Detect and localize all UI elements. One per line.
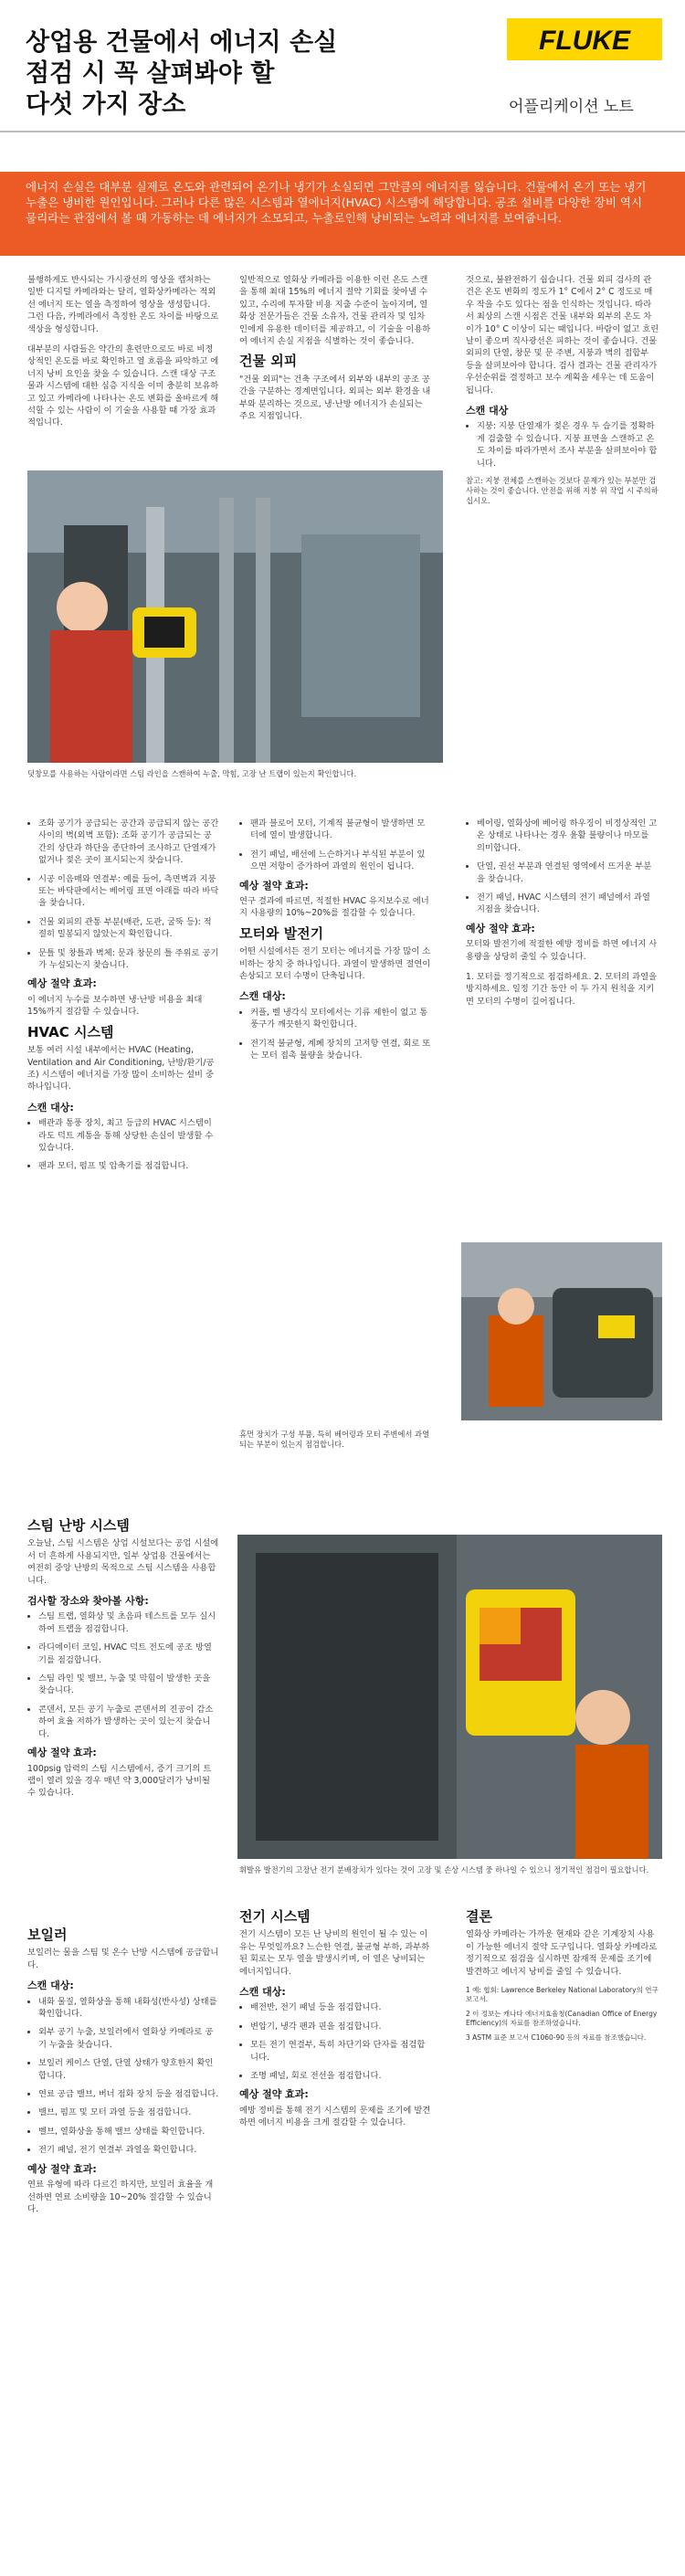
title-line: 상업용 건물에서 에너지 손실: [26, 28, 338, 57]
list-item: • 베어링, 열화상에 베어링 하우징이 비정상적인 고온 상태로 나타나는 경우 윤활 불량이나 마모를 의미합니다.: [477, 818, 659, 854]
sub-heading: 스캔 대상:: [27, 1980, 74, 1992]
list-item: • 시공 이음매와 연결부: 예를 들어, 측면벽과 지붕 또는 바닥판에서는 베어링 표면 아래를 따라 바닥을 찾습니다.: [38, 873, 219, 910]
intro-text: 에너지 손실은 대부분 실제로 온도와 관련되어 온기나 냉기가 소실되면 그만큼의 에너지를 잃습니다. 건물에서 온기 또는 냉기 누출은 냉비한 원인입니다. 그러나 다른 많은 시스템과 열에너지(HVAC) 시스템에 해당합니다. 공조 설비를 다양한 장비 역시 물리라는 관점에서 볼 때 가동하는 데 에너지가 소모되고, 누출로인해 낭비되는 노력과 에너지를 보여줍니다.: [26, 180, 647, 225]
sub-heading: 예상 절약 효과:: [27, 1747, 97, 1759]
sub-heading: 스캔 대상:: [239, 1986, 286, 1999]
list-item: • 전기 패널, 전기 연결부 과열을 확인합니다.: [38, 2144, 219, 2156]
fluke-logo: [507, 18, 662, 60]
paragraph: 불행하게도 반사되는 가시광선의 영상을 캡처하는 일반 디지털 카메라와는 달리, 열화상카메라는 적외선 에너지 또는 열을 측정하여 영상을 생성합니다. 그런 다음, 카메라에서 측정한 온도 차이를 바탕으로 색상을 형성합니다.: [27, 275, 219, 334]
title-line: 점검 시 꼭 살펴봐야 할: [26, 59, 275, 88]
paragraph: "건물 외피"는 건축 구조에서 외부와 내부의 공조 공간을 구분하는 경계면입니다. 외피는 외부 환경을 내부와 분리하는 것으로, 냉·난방 에너지가 손실되는 주요 지점입니다.: [239, 374, 431, 422]
list-item: • 문틀 및 창틀과 벽체: 문과 창문의 틀 주위로 공기가 누설되는지 찾습니다.: [38, 947, 219, 972]
section-heading: 결론: [466, 1908, 492, 1925]
sub-heading: 예상 절약 효과:: [27, 2162, 97, 2175]
section-heading: 전기 시스템: [239, 1908, 311, 1925]
photo-thermal-inspection: [27, 470, 443, 763]
sub-heading: 스캔 대상:: [27, 1101, 74, 1114]
steam-section: [27, 1516, 219, 1808]
scan-list: [27, 1610, 219, 1740]
list-item: • 조화 공기가 공급되는 공간과 공급되지 않는 공간 사이의 벽(외벽 포함): 조화 공기가 공급되는 공간의 상단과 하단을 종단하여 조사하고 단열재가 없거나 젖은 곳이 표시되는지 찾습니다.: [38, 818, 219, 867]
sub-heading: 예상 절약 효과:: [27, 977, 97, 990]
photo-caption: 덧창모를 사용하는 사람이라면 스팀 라인을 스캔하여 누출, 막힘, 고장 난 트랩이 있는지 확인합니다.: [27, 769, 357, 778]
paragraph: 어떤 시설에서든 전기 모터는 에너지를 가장 많이 소비하는 장치 중 하나입니다. 과열이 발생하면 절연이 손상되고 모터 수명이 단축됩니다.: [239, 946, 431, 982]
scan-list: [27, 1996, 219, 2157]
photo-caption: 휘발유 발전기의 고장난 전기 분배장치가 있다는 것이 고장 및 손상 시스템 중 하나일 수 있으니 정기적인 점검이 필요합니다.: [239, 1865, 649, 1874]
list-item: • 모든 전기 연결부, 특히 차단기와 단자를 점검합니다.: [250, 2039, 431, 2064]
section-heading: HVAC 시스템: [27, 1023, 114, 1040]
list-item: • 배관과 통풍 장치, 최고 등급의 HVAC 시스템이라도 덕트 계통을 통해 상당한 손실이 발생할 수 있습니다.: [38, 1117, 219, 1154]
paragraph: 일반적으로 열화상 카메라를 이용한 이런 온도 스캔을 통해 최대 15%의 에너지 절약 기회를 찾아낼 수 있고, 수리에 투자할 비용 지출 수준이 높아지며, 열화상 전문가들은 건물 소유자, 건물 관리자 및 임차인에게 유용한 데이터를 제공하고, 이 기술을 이용하여 에너지 손실 지점을 식별하는 것이 좋습니다.: [239, 275, 431, 347]
list-item: • 지붕: 지붕 단열재가 젖은 경우 두 습기를 정확하게 검출할 수 있습니다. 지붕 표면을 스캔하고 온도 차이를 따라가면서 조사 부분을 살펴보아야 합니다.: [477, 420, 659, 470]
scan-list: [239, 818, 431, 873]
list-item: • 내화 물질, 열화상을 통해 내화성(반사성) 상태를 확인합니다.: [38, 1996, 219, 2021]
column-1: [27, 274, 219, 438]
list-item: • 조명 패널, 회로 전선을 점검합니다.: [250, 2070, 431, 2082]
scan-list: [239, 1007, 431, 1062]
sub-heading: 예상 절약 효과:: [239, 2088, 309, 2101]
paragraph: 예방 정비를 통해 전기 시스템의 문제를 조기에 발견하면 에너지 비용을 크게 절감할 수 있습니다.: [239, 2105, 431, 2128]
list-item: • 밸브, 펌프 및 모터 과열 등을 점검합니다.: [38, 2106, 219, 2118]
sub-heading: 검사할 장소와 찾아볼 사항:: [27, 1595, 149, 1608]
note-text: 참고: 지붕 전체를 스캔하는 것보다 문제가 있는 부분만 검사하는 것이 좋습니다. 안전을 위해 지붕 위 작업 시 주의하십시오.: [466, 476, 659, 506]
app-note-label: 어플리케이션 노트: [509, 98, 634, 116]
list-item: • 콘덴서, 모든 공기 누출로 콘덴서의 진공이 감소하여 효율 저하가 발생하는 곳이 있는지 찾습니다.: [38, 1704, 219, 1740]
list-item: • 전기적 불균형, 계폐 장치의 고저항 연결, 회로 또는 모터 접촉 불량을 찾습니다.: [250, 1038, 431, 1062]
conclusion-section: [466, 1907, 659, 2043]
paragraph: 모터와 발전기에 적절한 예방 정비를 하면 에너지 사용량을 상당히 줄일 수 있습니다.: [466, 939, 658, 962]
photo-motor-inspection: [461, 1242, 662, 1420]
sub-heading: 스캔 대상:: [239, 990, 286, 1003]
sub-heading: 스캔 대상: [466, 405, 509, 417]
footnote: 3 ASTM 표준 보고서 C1060-90 등의 자료를 참조했습니다.: [466, 2033, 647, 2043]
list-item: • 단열, 권선 부분과 연결된 영역에서 뜨거운 부분을 찾습니다.: [477, 860, 659, 885]
list-item: • 스팀 라인 및 밸브, 누출 및 막힘이 발생한 곳을 찾습니다.: [38, 1673, 219, 1697]
paragraph: 1. 모터를 정기적으로 점검하세요. 2. 모터의 과열을 방지하세요. 일정 기간 동안 이 두 가지 원칙을 지키면 모터의 수명이 길어집니다.: [466, 972, 658, 1007]
photo-electrical-panel: [237, 1535, 662, 1859]
column-4: [27, 818, 219, 1179]
list-item: • 전기 패널, HVAC 시스템의 전기 패널에서 과열 지점을 찾습니다.: [477, 892, 659, 916]
scan-list: [466, 818, 659, 916]
photo-caption: 휴먼 장치가 구성 부품, 특히 베어링과 모터 주변에서 과열되는 부분이 있는지 점검합니다.: [239, 1430, 430, 1449]
scan-list: [27, 1117, 219, 1173]
paragraph: 이 에너지 누수를 보수하면 냉·난방 비용을 최대 15%까지 절감할 수 있습니다.: [27, 994, 203, 1018]
list-item: • 스팀 트랩, 열화상 및 초음파 테스트를 모두 실시하여 트랩을 점검합니다.: [38, 1610, 219, 1635]
list-item: • 연료 공급 밸브, 버너 점화 장치 등을 점검합니다.: [38, 2088, 219, 2100]
list-item: • 커플, 벨 냉각식 모터에서는 기류 제한이 없고 통풍구가 깨끗한지 확인합니다.: [250, 1007, 431, 1031]
sub-heading: 예상 절약 효과:: [239, 879, 309, 892]
list-item: • 보일러 케이스 단열, 단열 상태가 양호한지 확인합니다.: [38, 2057, 219, 2082]
scan-list: [466, 420, 659, 470]
paragraph: 열화상 카메라는 가까운 현재와 같은 기계장치 사용이 가능한 에너지 절약 도구입니다. 열화상 카메라로 정기적으로 점검을 실시하면 잠재적 문제를 조기에 발견하고 에너지 낭비를 줄일 수 있습니다.: [466, 1929, 658, 1977]
boiler-section: [27, 1926, 219, 2223]
sub-heading: 예상 절약 효과:: [466, 922, 535, 934]
title-line: 다섯 가지 장소: [26, 90, 186, 119]
scan-list: [27, 818, 219, 971]
paragraph: 전기 시스템이 모든 난 낭비의 원인이 될 수 있는 이유는 무엇일까요? 느슨한 연결, 불균형 부하, 과부하된 회로는 모두 열을 발생시키며, 이 열은 낭비되는 에너지입니다.: [239, 1929, 430, 1977]
section-heading: 보일러: [27, 1927, 68, 1943]
list-item: • 팬과 블로어 모터, 기계적 불균형이 발생하면 모터에 열이 발생합니다.: [250, 818, 431, 842]
section-heading: 모터와 발전기: [239, 924, 324, 942]
list-item: • 라디에이터 코일, HVAC 덕트 전도에 공조 방열기를 점검합니다.: [38, 1642, 219, 1666]
column-2: [239, 274, 431, 430]
column-5: [239, 818, 431, 1069]
column-3: [466, 274, 659, 514]
document-title: [26, 27, 427, 121]
section-heading: 건물 외피: [239, 353, 298, 370]
list-item: • 건물 외피의 관통 부분(배관, 도관, 굴뚝 등): 적절히 밀봉되지 않았는지 확인합니다.: [38, 916, 219, 941]
list-item: • 배전반, 전기 패널 등을 점검합니다.: [250, 2001, 431, 2013]
footnote: 2 이 정보는 캐나다 에너지효율청(Canadian Office of Energy Efficiency)의 자료를 참조하였습니다.: [466, 2010, 658, 2028]
footnote: 1 예: 협회: Lawrence Berkeley National Laboratory의 연구 보고서.: [466, 1986, 659, 2004]
list-item: • 전기 패널, 배선에 느슨하거나 부식된 부분이 있으면 저항이 증가하여 과열의 원인이 됩니다.: [250, 849, 431, 873]
paragraph: 100psig 압력의 스팀 시스템에서, 증기 크기의 트랩이 열려 있을 경우 매년 약 3,000달러가 낭비될 수 있습니다.: [27, 1763, 212, 1799]
section-heading: 스팀 난방 시스템: [27, 1517, 130, 1534]
paragraph: 오늘날, 스팀 시스템은 상업 시설보다는 공업 시설에서 더 흔하게 사용되지만, 일부 상업용 건물에서는 여전히 중앙 난방의 목적으로 스팀 시스템을 사용합니다.: [27, 1538, 219, 1586]
list-item: • 변압기, 냉각 팬과 핀을 점검합니다.: [250, 2021, 431, 2032]
electrical-section: [239, 1907, 431, 2138]
paragraph: 보일러는 물을 스팀 및 온수 난방 시스템에 공급합니다.: [27, 1948, 219, 1970]
svg-text:FLUKE: FLUKE: [539, 26, 630, 56]
paragraph: 연료 유형에 따라 다르긴 하지만, 보일러 효율을 개선하면 연료 소비량을 10~20% 절감할 수 있습니다.: [27, 2180, 214, 2214]
paragraph: 연구 결과에 따르면, 적절한 HVAC 유지보수로 에너지 사용량의 10%~20%를 절감할 수 있습니다.: [239, 896, 429, 919]
paragraph: 대부분의 사람들은 약간의 훈련만으로도 바로 비정상적인 온도를 바로 확인하고 열 흐름을 파악하고 에너지 낭비 요인을 찾을 수 있습니다. 스캔 대상 구조물과 시스템에 대한 심층 지식을 이미 충분히 보유하고 있고 카메라에 나타나는 온도 변화를 올바르게 해석할 수 있는 사람이 이 기술을 사용할 때 가장 효과적입니다.: [27, 344, 219, 428]
list-item: • 팬과 모터, 펌프 및 압축기를 점검합니다.: [38, 1160, 219, 1172]
list-item: • 외부 공기 누출, 보일러에서 열화상 카메라로 공기 누출을 찾습니다.: [38, 2026, 219, 2051]
divider: [0, 131, 685, 132]
paragraph: 보통 여러 시설 내부에서는 HVAC (Heating, Ventilation and Air Conditioning, 난방/환기/공조) 시스템이 에너지를 가장 많이 소비하는 설비 중 하나입니다.: [27, 1045, 215, 1093]
scan-list: [239, 2001, 431, 2082]
paragraph: 것으로, 불완전하기 쉽습니다. 건물 외피 검사의 관건은 온도 변화의 정도가 1° C에서 2° C 정도로 매우 작을 수도 있다는 점을 인식하는 것입니다. 따라서 최상의 스캔 시점은 건물 내부와 외부의 온도 차이가 10° C 이상이 되는 때입니다. 바람이 없고 흐린 날이 좋으며 직사광선은 피하는 것이 좋습니다. 건물 외피의 단열, 창문 및 문 주변, 지붕과 벽의 접합부 등을 살펴보아야 합니다. 검사 결과는 건물 관리자가 우선순위를 결정하고 보수 계획을 세우는 데 도움이 됩니다.: [466, 275, 659, 396]
list-item: • 벨브, 열화상을 통해 밸브 상태를 확인합니다.: [38, 2126, 219, 2138]
column-6: [466, 818, 659, 1016]
